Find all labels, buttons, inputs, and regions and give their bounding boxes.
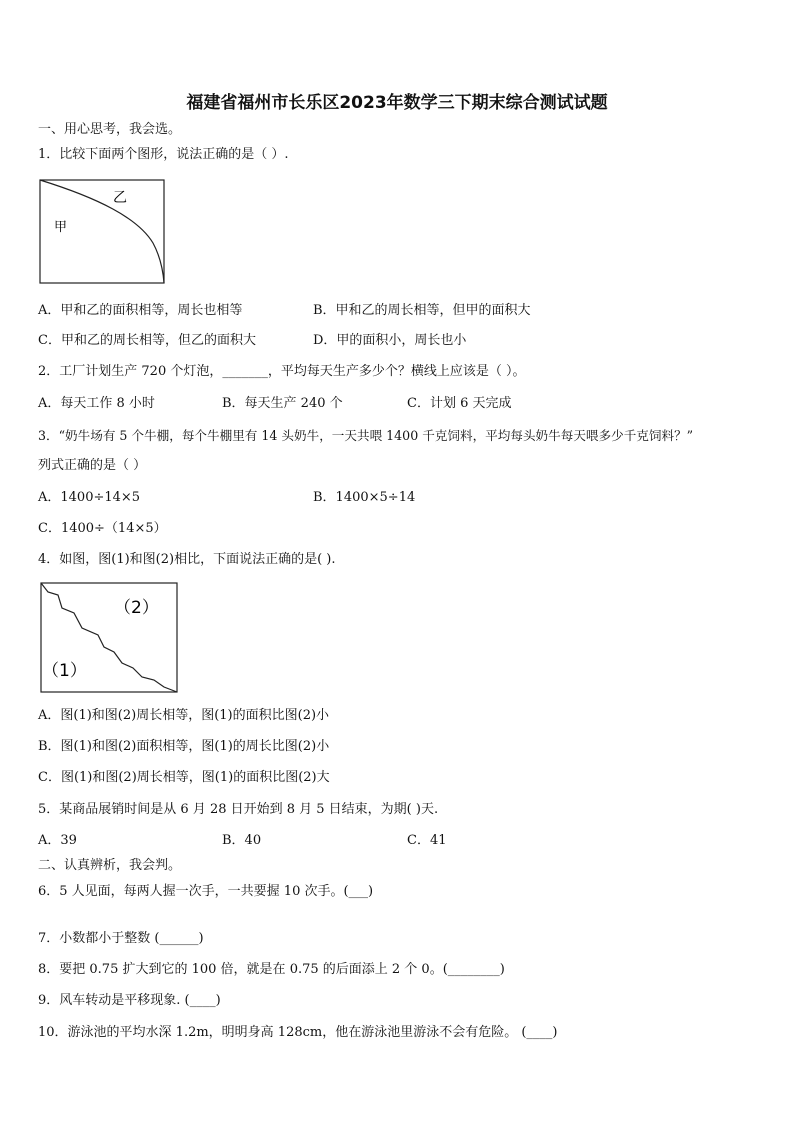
q3-option-c: C．1400÷（14×5） [38,521,167,536]
q2-option-a: A．每天工作 8 小时 [38,396,155,411]
q4-option-b: B．图(1)和图(2)面积相等，图(1)的周长比图(2)小 [38,739,330,754]
question-4-figure [38,580,180,695]
section-heading-judge: 二、认真辨析，我会判。 [38,858,182,873]
question-1-stem: 1．比较下面两个图形，说法正确的是（ ）. [38,147,289,162]
question-4-stem: 4．如图，图(1)和图(2)相比，下面说法正确的是( ). [38,552,336,567]
q1-option-c: C．甲和乙的周长相等，但乙的面积大 [38,333,256,348]
q3-option-b: B．1400×5÷14 [313,490,416,505]
q1-option-b: B．甲和乙的周长相等，但甲的面积大 [313,303,531,318]
question-1-figure [38,178,168,285]
judge-question-10: 10．游泳池的平均水深 1.2m，明明身高 128cm，他在游泳池里游泳不会有危险。 (____) [38,1025,558,1040]
figure-label-2: （2） [114,598,159,618]
judge-question-9: 9．风车转动是平移现象. (____) [38,993,221,1008]
q1-option-a: A．甲和乙的面积相等，周长也相等 [38,303,243,318]
judge-question-6: 6．5 人见面，每两人握一次手，一共要握 10 次手。(___) [38,884,374,899]
figure-label-jia: 甲 [54,220,68,235]
q3-option-a: A．1400÷14×5 [38,490,141,505]
q2-option-b: B．每天生产 240 个 [222,396,343,411]
question-2-stem: 2．工厂计划生产 720 个灯泡，_______，平均每天生产多少个？横线上应该是（ ）。 [38,364,526,379]
figure-label-yi: 乙 [113,190,127,206]
q5-option-c: C．41 [407,833,447,848]
q4-option-a: A．图(1)和图(2)周长相等，图(1)的面积比图(2)小 [38,708,330,723]
q2-option-c: C．计划 6 天完成 [407,396,512,411]
q1-option-d: D．甲的面积小，周长也小 [313,333,467,348]
judge-question-7: 7．小数都小于整数 (______) [38,931,204,946]
page-title: 福建省福州市长乐区2023年数学三下期末综合测试试题 [186,93,608,113]
question-3-stem: 3．“奶牛场有 5 个牛棚，每个牛棚里有 14 头奶牛，一天共喂 1400 千克饲料，平均每头奶牛每天喂多少千克饲料？” [38,428,694,443]
q5-option-b: B．40 [222,833,262,848]
figure-label-1: （1） [42,661,87,681]
q5-option-a: A．39 [38,833,77,848]
judge-question-8: 8．要把 0.75 扩大到它的 100 倍，就是在 0.75 的后面添上 2 个 0。(________) [38,962,505,977]
question-5-stem: 5．某商品展销时间是从 6 月 28 日开始到 8 月 5 日结束，为期( )天. [38,802,439,817]
section-heading-choice: 一、用心思考，我会选。 [38,122,182,137]
question-3-stem-cont: 列式正确的是（ ） [38,458,147,473]
q4-option-c: C．图(1)和图(2)周长相等，图(1)的面积比图(2)大 [38,770,330,785]
